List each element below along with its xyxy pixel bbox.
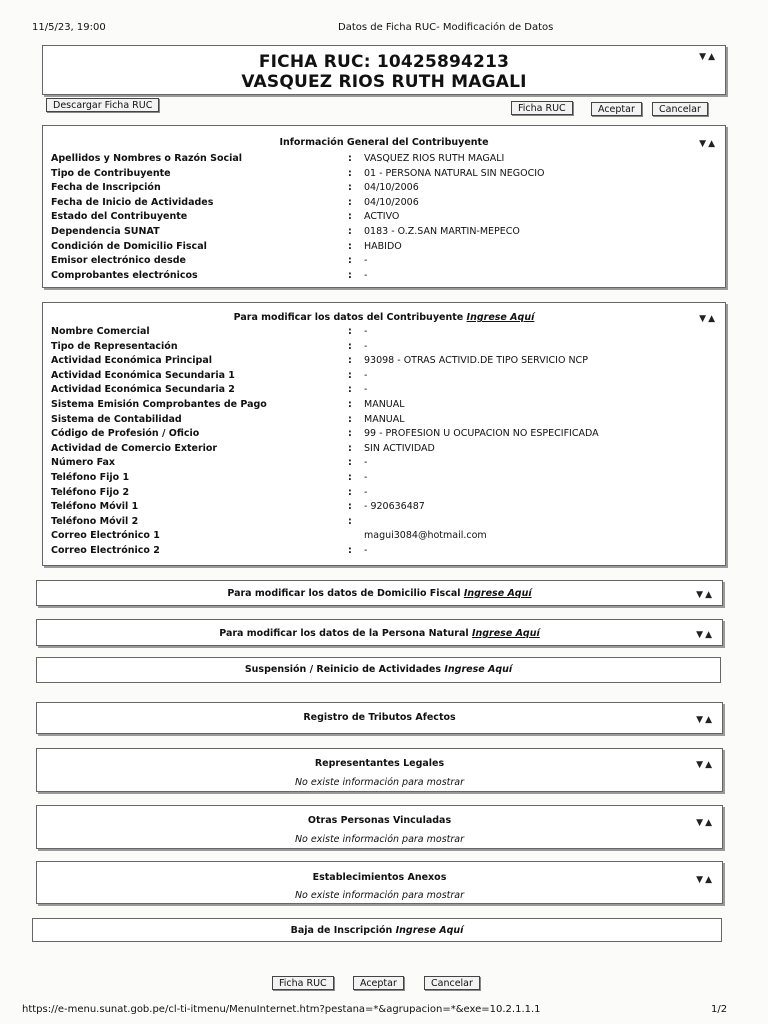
contribuyente-value: -	[364, 486, 368, 498]
general-toggle-icon[interactable]: ▼▲	[699, 139, 717, 149]
bottom-ficha-ruc-button[interactable]: Ficha RUC	[272, 976, 334, 990]
domicilio-title	[37, 588, 722, 599]
contribuyente-label: Teléfono Móvil 2	[51, 515, 139, 527]
contribuyente-panel	[42, 302, 726, 566]
contribuyente-value: -	[364, 340, 368, 352]
cancel-button[interactable]: Cancelar	[652, 102, 708, 116]
representantes-title: Representantes Legales	[314, 758, 445, 769]
domicilio-toggle-icon[interactable]: ▼▲	[696, 590, 714, 600]
bottom-accept-button[interactable]: Aceptar	[353, 976, 404, 990]
domicilio-panel	[36, 580, 723, 606]
contribuyente-separator: :	[348, 442, 352, 454]
general-info-separator: :	[348, 269, 352, 281]
contribuyente-row	[51, 384, 717, 399]
contribuyente-separator: :	[348, 384, 352, 396]
general-info-row	[51, 168, 717, 183]
general-info-separator: :	[348, 182, 352, 194]
vinculadas-noinfo: No existe información para mostrar	[294, 834, 465, 845]
persona-ingrese-link[interactable]: Ingrese Aquí	[471, 628, 540, 639]
contribuyente-label: Teléfono Móvil 1	[51, 501, 139, 513]
contribuyente-separator: :	[348, 340, 352, 352]
contribuyente-label: Teléfono Fijo 2	[51, 486, 130, 498]
general-info-panel	[42, 125, 726, 288]
contribuyente-label: Número Fax	[51, 457, 116, 469]
print-datetime: 11/5/23, 19:00	[32, 22, 106, 33]
anexos-panel	[36, 861, 723, 904]
general-info-row	[51, 197, 717, 212]
contribuyente-value: magui3084@hotmail.com	[364, 530, 487, 542]
ficha-ruc-button[interactable]: Ficha RUC	[511, 101, 573, 115]
general-info-separator: :	[348, 255, 352, 267]
baja-ingrese-link[interactable]: Ingrese Aquí	[395, 925, 464, 936]
contribuyente-label: Actividad Económica Secundaria 2	[51, 384, 235, 396]
vinculadas-title: Otras Personas Vinculadas	[307, 815, 452, 826]
accept-button[interactable]: Aceptar	[591, 102, 642, 116]
contribuyente-value: -	[364, 384, 368, 396]
contribuyente-value: MANUAL	[364, 399, 405, 410]
contribuyente-ingrese-link[interactable]: Ingrese Aquí	[466, 312, 535, 323]
contribuyente-row	[51, 501, 717, 516]
general-info-value: -	[364, 255, 368, 267]
contribuyente-value: 93098 - OTRAS ACTIVID.DE TIPO SERVICIO NCP	[364, 355, 588, 367]
contribuyente-separator: :	[348, 472, 352, 483]
tributos-toggle-icon[interactable]: ▼▲	[696, 715, 714, 725]
general-info-label: Comprobantes electrónicos	[51, 269, 198, 281]
contribuyente-value: -	[364, 457, 368, 469]
contribuyente-title-text: Para modificar los datos del Contribuyente	[233, 312, 464, 323]
general-info-title: Información General del Contribuyente	[279, 137, 489, 148]
general-info-row	[51, 226, 717, 241]
contribuyente-label: Actividad de Comercio Exterior	[51, 442, 218, 454]
general-info-separator: :	[348, 196, 352, 208]
anexos-noinfo: No existe información para mostrar	[294, 890, 465, 901]
bottom-cancel-button[interactable]: Cancelar	[424, 976, 480, 990]
contribuyente-value: -	[364, 369, 368, 381]
contribuyente-toggle-icon[interactable]: ▼▲	[699, 314, 717, 324]
download-ficha-button[interactable]: Descargar Ficha RUC	[46, 98, 159, 112]
general-info-label: Estado del Contribuyente	[51, 211, 188, 223]
contribuyente-row	[51, 545, 717, 560]
contribuyente-row	[51, 457, 717, 472]
general-info-row	[51, 241, 717, 256]
general-info-row	[51, 211, 717, 226]
persona-title-text: Para modificar los datos de la Persona Natural	[219, 628, 469, 639]
general-info-separator: :	[348, 167, 352, 179]
contribuyente-label: Correo Electrónico 2	[51, 545, 160, 556]
suspension-panel	[36, 657, 721, 683]
toggle-arrows-icon[interactable]: ▼▲	[699, 52, 717, 62]
contribuyente-separator: :	[348, 457, 352, 469]
general-info-value: 0183 - O.Z.SAN MARTIN-MEPECO	[364, 226, 520, 237]
general-info-value: 04/10/2006	[364, 196, 419, 208]
persona-natural-title	[37, 628, 722, 639]
persona-toggle-icon[interactable]: ▼▲	[696, 630, 714, 640]
anexos-title: Establecimientos Anexos	[312, 872, 447, 883]
contribuyente-separator: :	[348, 428, 352, 440]
domicilio-ingrese-link[interactable]: Ingrese Aquí	[463, 588, 532, 599]
contribuyente-label: Sistema de Contabilidad	[51, 413, 182, 425]
general-info-row	[51, 153, 717, 168]
contribuyente-row	[51, 370, 717, 385]
contribuyente-row	[51, 487, 717, 502]
contribuyente-label: Correo Electrónico 1	[51, 530, 160, 542]
representantes-noinfo: No existe información para mostrar	[294, 777, 465, 788]
contribuyente-label: Actividad Económica Principal	[51, 355, 213, 367]
contribuyente-label: Código de Profesión / Oficio	[51, 428, 200, 440]
suspension-title-text: Suspensión / Reinicio de Actividades	[244, 664, 442, 675]
general-info-row	[51, 270, 717, 285]
contribuyente-value: -	[364, 326, 368, 337]
baja-panel	[32, 918, 722, 942]
contribuyente-row	[51, 472, 717, 487]
ficha-header	[42, 45, 726, 95]
contribuyente-separator: :	[348, 515, 352, 527]
general-info-separator: :	[348, 153, 352, 164]
contribuyente-label: Tipo de Representación	[51, 340, 178, 352]
contribuyente-row	[51, 516, 717, 531]
general-info-row	[51, 182, 717, 197]
contribuyente-separator: :	[348, 413, 352, 425]
general-info-label: Tipo de Contribuyente	[51, 167, 171, 179]
suspension-ingrese-link[interactable]: Ingrese Aquí	[444, 664, 513, 675]
general-info-label: Fecha de Inscripción	[51, 182, 161, 194]
print-url: https://e-menu.sunat.gob.pe/cl-ti-itmenu/MenuInternet.htm?pestana=*&agrupacion=*&exe=10.2.1.1.1	[22, 1004, 541, 1015]
contribuyente-label: Actividad Económica Secundaria 1	[51, 369, 235, 381]
contribuyente-row	[51, 326, 717, 341]
general-info-value: ACTIVO	[364, 211, 400, 223]
anexos-toggle-icon[interactable]: ▼▲	[696, 875, 714, 885]
contribuyente-row	[51, 530, 717, 545]
general-info-label: Fecha de Inicio de Actividades	[51, 196, 214, 208]
representantes-toggle-icon[interactable]: ▼▲	[696, 760, 714, 770]
vinculadas-panel	[36, 805, 723, 849]
general-info-value: 01 - PERSONA NATURAL SIN NEGOCIO	[364, 167, 545, 179]
general-info-label: Apellidos y Nombres o Razón Social	[51, 153, 243, 164]
contribuyente-label: Sistema Emisión Comprobantes de Pago	[51, 399, 267, 410]
contribuyente-value: 99 - PROFESION U OCUPACION NO ESPECIFICADA	[364, 428, 599, 440]
general-info-value: -	[364, 269, 368, 281]
general-info-value: HABIDO	[364, 240, 402, 252]
representantes-panel	[36, 748, 723, 792]
contribuyente-row	[51, 443, 717, 458]
print-page-number: 1/2	[711, 1004, 728, 1015]
tributos-panel	[36, 702, 723, 734]
general-info-label: Condición de Domicilio Fiscal	[51, 240, 207, 252]
contribuyente-separator: :	[348, 501, 352, 513]
general-info-separator: :	[348, 211, 352, 223]
contribuyente-label: Nombre Comercial	[51, 326, 150, 337]
print-page-title: Datos de Ficha RUC- Modificación de Datos	[338, 22, 554, 33]
contribuyente-separator: :	[348, 399, 352, 410]
persona-natural-panel	[36, 619, 723, 646]
ficha-ruc-title: FICHA RUC: 10425894213	[258, 52, 510, 72]
contribuyente-row	[51, 341, 717, 356]
contribuyente-separator: :	[348, 369, 352, 381]
contribuyente-value: -	[364, 545, 368, 556]
general-info-separator: :	[348, 240, 352, 252]
general-info-label: Dependencia SUNAT	[51, 226, 160, 237]
contribuyente-value: - 920636487	[364, 501, 425, 513]
contribuyente-separator: :	[348, 545, 352, 556]
tributos-title: Registro de Tributos Afectos	[303, 712, 456, 723]
baja-title-text: Baja de Inscripción	[290, 925, 393, 936]
contribuyente-row	[51, 428, 717, 443]
domicilio-title-text: Para modificar los datos de Domicilio Fiscal	[227, 588, 461, 599]
contribuyente-value: MANUAL	[364, 413, 405, 425]
contribuyente-label: Teléfono Fijo 1	[51, 472, 130, 483]
general-info-separator: :	[348, 226, 352, 237]
contribuyente-name-title: VASQUEZ RIOS RUTH MAGALI	[241, 72, 527, 92]
vinculadas-toggle-icon[interactable]: ▼▲	[696, 818, 714, 828]
general-info-label: Emisor electrónico desde	[51, 255, 186, 267]
contribuyente-value: SIN ACTIVIDAD	[364, 442, 435, 454]
baja-title	[33, 925, 721, 936]
contribuyente-row	[51, 355, 717, 370]
general-info-row	[51, 255, 717, 270]
contribuyente-row	[51, 399, 717, 414]
general-info-value: 04/10/2006	[364, 182, 419, 194]
suspension-title	[37, 664, 720, 675]
contribuyente-title	[43, 312, 725, 323]
contribuyente-value: -	[364, 472, 368, 483]
contribuyente-separator: :	[348, 326, 352, 337]
contribuyente-separator: :	[348, 355, 352, 367]
contribuyente-separator: :	[348, 486, 352, 498]
general-info-value: VASQUEZ RIOS RUTH MAGALI	[364, 153, 505, 164]
contribuyente-row	[51, 414, 717, 429]
